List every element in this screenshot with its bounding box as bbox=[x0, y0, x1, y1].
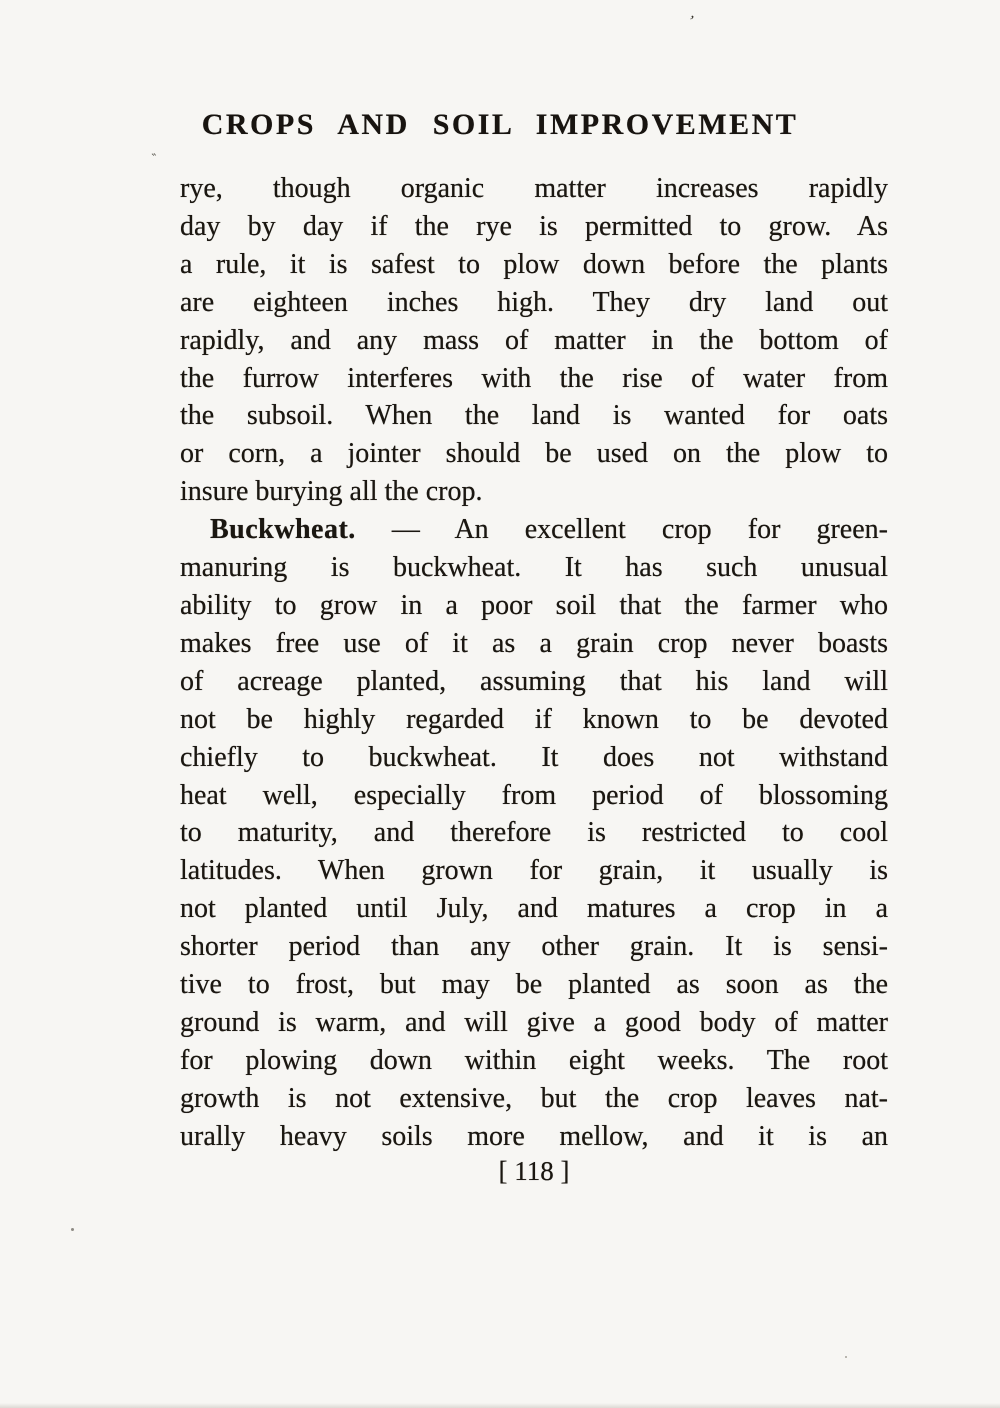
text-line: growth is not extensive, but the crop leaves nat- bbox=[180, 1082, 888, 1114]
text-run: — An excellent crop for green- bbox=[355, 514, 888, 546]
text-line: ability to grow in a poor soil that the farmer who bbox=[180, 589, 888, 621]
text-line: not planted until July, and matures a crop in a bbox=[180, 893, 888, 925]
text-line: rapidly, and any mass of matter in the bottom of bbox=[180, 324, 888, 356]
scan-bottom-edge bbox=[0, 1403, 1000, 1408]
text-line: a rule, it is safest to plow down before the plants bbox=[180, 248, 888, 280]
page-text-block bbox=[180, 170, 888, 1156]
text-line: of acreage planted, assuming that his land will bbox=[180, 665, 888, 697]
text-line: or corn, a jointer should be used on the plow to bbox=[180, 438, 888, 470]
scan-speck bbox=[845, 1356, 847, 1358]
page-number: [ 118 ] bbox=[498, 1156, 570, 1186]
text-line: the furrow interferes with the rise of water from bbox=[180, 362, 888, 394]
text-line: latitudes. When grown for grain, it usually is bbox=[180, 855, 888, 887]
text-line: insure burying all the crop. bbox=[180, 476, 483, 508]
text-line: rye, though organic matter increases rapidly bbox=[180, 173, 888, 204]
text-line: not be highly regarded if known to be devoted bbox=[180, 703, 888, 735]
scan-artifact-mark: ‶ bbox=[150, 150, 158, 167]
text-line: day by day if the rye is permitted to grow. As bbox=[180, 210, 888, 242]
text-line: heat well, especially from period of blossoming bbox=[180, 779, 888, 811]
scan-artifact-mark: ’ bbox=[685, 12, 696, 31]
page-header: CROPS AND SOIL IMPROVEMENT bbox=[201, 108, 799, 141]
text-line: tive to frost, but may be planted as soon as the bbox=[180, 969, 888, 1001]
text-line: makes free use of it as a grain crop never boasts bbox=[180, 627, 888, 659]
text-line: shorter period than any other grain. It is sensi- bbox=[180, 931, 888, 963]
text-line bbox=[180, 511, 888, 549]
scan-speck bbox=[71, 1228, 74, 1231]
text-line: for plowing down within eight weeks. The root bbox=[180, 1044, 888, 1076]
text-line: ground is warm, and will give a good body of matter bbox=[180, 1006, 888, 1038]
text-line: chiefly to buckwheat. It does not withstand bbox=[180, 741, 888, 773]
text-line: to maturity, and therefore is restricted to cool bbox=[180, 817, 888, 849]
text-line: are eighteen inches high. They dry land out bbox=[180, 286, 888, 318]
text-line: manuring is buckwheat. It has such unusual bbox=[180, 552, 888, 584]
paragraph-lead: Buckwheat. bbox=[210, 514, 356, 546]
text-line: the subsoil. When the land is wanted for oats bbox=[180, 400, 888, 432]
text-line: urally heavy soils more mellow, and it is an bbox=[180, 1120, 888, 1152]
